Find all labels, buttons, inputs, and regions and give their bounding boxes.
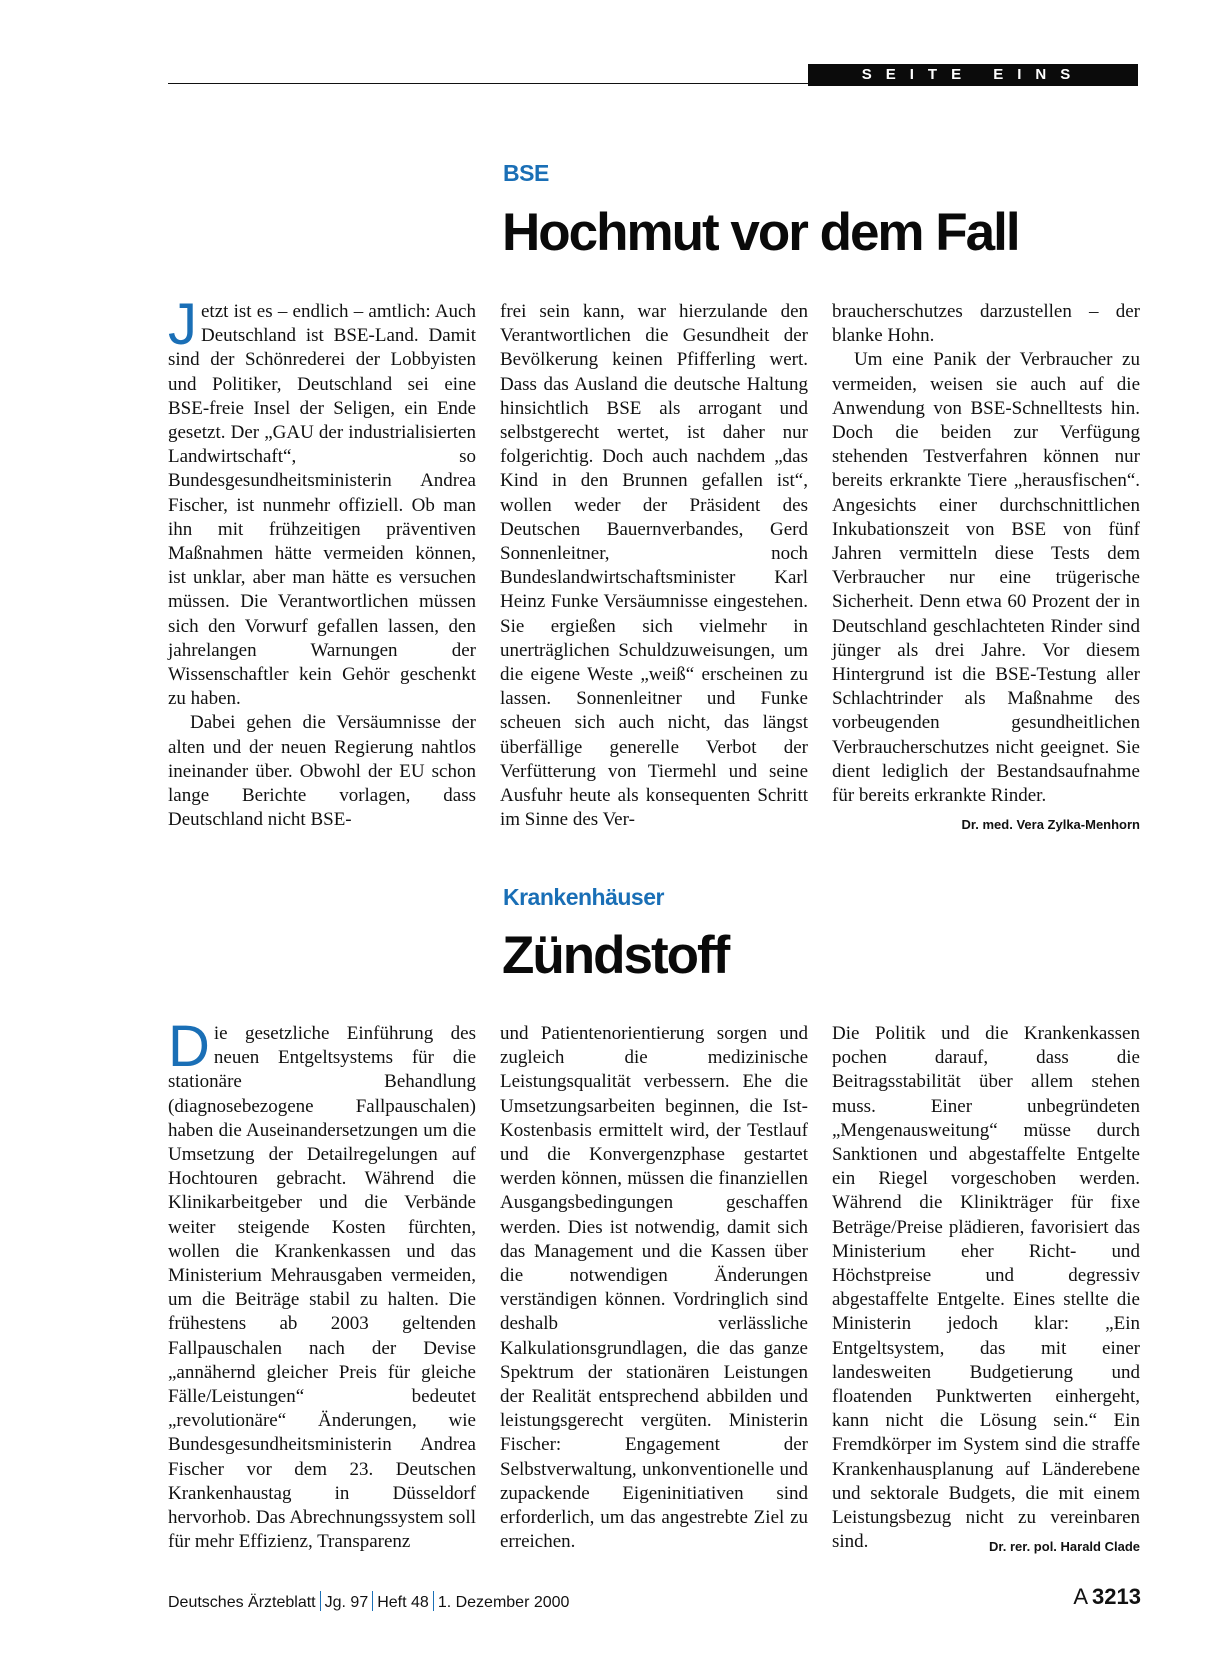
article2-col1-paragraph-1: ie gesetzliche Einführung des neuen Entgeltsystems für die stationäre Behandlung (diagnosebezogene Fallpauschalen) haben die Auseinandersetzungen um die Umsetzung der Detailregelungen auf Hochtouren gebracht. Während die Klinikarbeitgeber und die Verbände weiter steigende Kosten fürchten, wollen die Krankenkassen und das Ministerium Mehrausgaben vermeiden, um die Beiträge stabil zu halten. Die frühestens ab 2003 geltenden Fallpauschalen nach der Devise „annähernd gleicher Preis für gleiche Fälle/Leistungen“ bedeutet „revolutionäre“ Änderungen, wie Bundesgesundheitsministerin Andrea Fischer vor dem 23. Deutschen Krankenhaustag in Düsseldorf hervorhob. Das Abrechnungssystem soll für mehr Effizienz, Transparenz <box>168 1023 476 1553</box>
article1-col1-paragraph-2: Dabei gehen die Versäumnisse der alten und der neuen Regierung nahtlos ineinander über. Obwohl der EU schon lange Berichte vorlagen, dass Deutschland nicht BSE- <box>168 712 476 831</box>
article1-kicker: BSE <box>503 160 549 186</box>
issue: Heft 48 <box>377 1594 429 1611</box>
article1-dropcap: J <box>168 292 197 357</box>
article2-kicker: Krankenhäuser <box>503 884 664 910</box>
article1-col1-paragraph-1: etzt ist es – endlich – amtlich: Auch Deutschland ist BSE-Land. Damit sind der Schönrederei der Lobbyisten und Politiker, Deutschland sei eine BSE-freie Insel der Seligen, ein Ende gesetzt. Der „GAU der industrialisierten Landwirtschaft“, so Bundesgesundheitsministerin Andrea Fischer, ist nunmehr offiziell. Ob man ihn mit frühzeitigen präventiven Maßnahmen hätte vermeiden können, ist unklar, aber man hätte es versuchen müssen. Die Verantwortlichen müssen sich den Vorwurf gefallen lassen, den jahrelangen Warnungen der Wissenschaftler kein Gehör geschenkt zu haben. <box>168 301 476 710</box>
page-prefix: A <box>1073 1584 1089 1609</box>
article2-column-1 <box>168 1014 476 1554</box>
section-label: SEITE EINS <box>808 64 1138 86</box>
footer-separator <box>320 1591 321 1611</box>
footer-citation <box>168 1591 569 1612</box>
article2-dropcap: D <box>168 1014 210 1079</box>
article2-col2-paragraph-1: und Patientenorientierung sorgen und zugleich die medizinische Leistungsqualität verbessern. Ehe die Umsetzungsarbeiten beginnen, die Ist-Kostenbasis ermittelt wird, der Testlauf und die Konvergenzphase gestartet werden können, müssen die finanziellen Ausgangsbedingungen geschaffen werden. Dies ist notwendig, damit sich das Management und die Kassen über die notwendigen Änderungen verständigen können. Vordringlich sind deshalb verlässliche Kalkulationsgrundlagen, die das ganze Spektrum der stationären Leistungen der Realität entsprechend abbilden und leistungsgerecht vergüten. Ministerin Fischer: Engagement der Selbstverwaltung, unkonventionelle und zupackende Eigeninitiativen sind erforderlich, um das angestrebte Ziel zu erreichen. <box>500 1023 808 1553</box>
footer-separator <box>433 1591 434 1611</box>
journal-name: Deutsches Ärzteblatt <box>168 1594 316 1611</box>
article2-author: Dr. rer. pol. Harald Clade <box>989 1539 1140 1555</box>
article2-column-2 <box>500 1022 808 1554</box>
article2-col3-paragraph-1: Die Politik und die Krankenkassen pochen darauf, dass die Beitragsstabilität über allem stehen muss. Einer unbegründeten „Mengenausweitung“ müsse durch Sanktionen und abgestaffelte Entgelte ein Riegel vorgeschoben werden. Während die Klinikträger für fixe Beträge/Preise plädieren, favorisiert das Ministerium eher Richt- und Höchstpreise und degressiv abgestaffelte Entgelte. Eines stellte die Ministerin jedoch klar: „Ein Entgeltsystem, das mit einer landesweiten Budgetierung und floatenden Punktwerten einhergeht, kann nicht die Lösung sein.“ Ein Fremdkörper im System sind die straffe Krankenhausplanung auf Länderebene und sektorale Budgets, die mit einem Leistungsbezug nicht zu vereinbaren sind. <box>832 1023 1140 1553</box>
header-rule <box>168 83 808 84</box>
article1-col3-paragraph-2: Um eine Panik der Verbraucher zu vermeiden, weisen sie auch auf die Anwendung von BSE-Schnelltests hin. Doch die beiden zur Verfügung stehenden Testverfahren können nur bereits erkrankte Tiere „herausfischen“. Angesichts einer durchschnittlichen Inkubationszeit von BSE von fünf Jahren vermitteln diese Tests dem Verbraucher nur eine trügerische Sicherheit. Denn etwa 60 Prozent der in Deutschland geschlachteten Rinder sind jünger als drei Jahre. Vor diesem Hintergrund ist die BSE-Testung aller Schlachtrinder als Maßnahme des vorbeugenden gesundheitlichen Verbraucherschutzes nicht geeignet. Sie dient lediglich der Bestandsaufnahme für bereits erkrankte Rinder. <box>832 349 1140 807</box>
article2-column-3 <box>832 1022 1140 1559</box>
page-number <box>1073 1584 1141 1610</box>
article2-headline: Zündstoff <box>502 926 729 985</box>
article1-col2-paragraph-1: frei sein kann, war hierzulande den Verantwortlichen die Gesundheit der Bevölkerung keinen Pfifferling wert. Dass das Ausland die deutsche Haltung hinsichtlich BSE als arrogant und selbstgerecht wertet, ist daher nur folgerichtig. Doch auch nachdem „das Kind in den Brunnen gefallen ist“, wollen weder der Präsident des Deutschen Bauernverbandes, Gerd Sonnenleitner, noch Bundeslandwirtschaftsminister Karl Heinz Funke Versäumnisse eingestehen. Sie ergießen sich vielmehr in unerträglichen Schuldzuweisungen, um die eigene Weste „weiß“ erscheinen zu lassen. Sonnenleitner und Funke scheuen sich auch nicht, das längst überfällige generelle Verbot der Verfütterung von Tiermehl und seine Ausfuhr heute als konsequenten Schritt im Sinne des Ver- <box>500 301 808 831</box>
article1-column-2 <box>500 300 808 832</box>
footer-separator <box>372 1591 373 1611</box>
article1-col3-paragraph-1: braucherschutzes darzustellen – der blanke Hohn. <box>832 301 1140 347</box>
volume: Jg. 97 <box>324 1594 369 1611</box>
page-number-value: 3213 <box>1092 1584 1141 1609</box>
article1-column-3 <box>832 300 1140 837</box>
article1-column-1 <box>168 292 476 832</box>
issue-date: 1. Dezember 2000 <box>437 1594 570 1611</box>
article1-author: Dr. med. Vera Zylka-Menhorn <box>961 817 1140 833</box>
article1-headline: Hochmut vor dem Fall <box>502 203 1019 262</box>
